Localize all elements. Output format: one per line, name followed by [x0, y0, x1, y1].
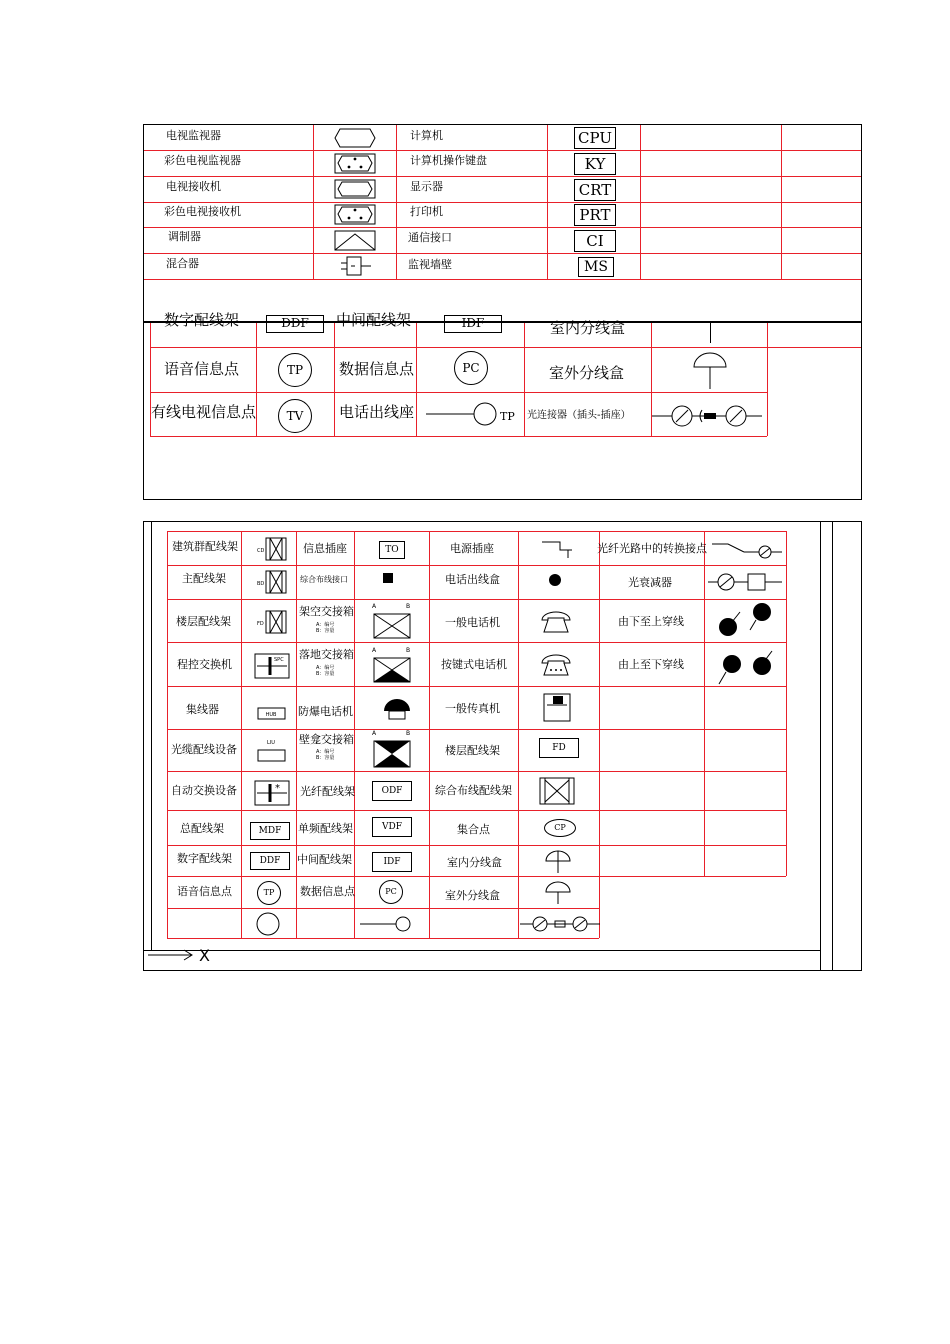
label-modulator: 调制器	[168, 230, 201, 243]
floor-box-icon	[371, 646, 413, 684]
outdoor-box-icon	[692, 351, 728, 391]
code-ci: CI	[574, 230, 616, 252]
interface-square-icon	[383, 573, 393, 583]
label-printer: 打印机	[410, 205, 443, 218]
outlet-line-icon	[358, 914, 414, 934]
code-pc: PC	[379, 880, 403, 904]
explosion-phone-icon	[381, 697, 413, 723]
label-key-phone: 按键式电话机	[441, 658, 507, 671]
svg-text:CD: CD	[257, 548, 265, 554]
label-no3: A：编号	[316, 749, 335, 755]
label-ddf: 数字配线架	[177, 852, 232, 865]
code-tv-circle: TV	[278, 399, 312, 433]
label-explosion-proof: 防爆电话机	[298, 705, 353, 718]
label-liu: 光缆配线设备	[171, 743, 237, 756]
svg-text:B: B	[406, 730, 411, 737]
code-cpu: CPU	[574, 127, 616, 149]
label-idf: 中间配线架	[297, 853, 352, 866]
wall-box-icon	[371, 729, 413, 769]
label-overhead-box: 架空交接箱	[299, 605, 354, 618]
phone-icon	[540, 610, 572, 636]
svg-text:FD: FD	[257, 621, 264, 627]
label-phone-box: 电话出线盒	[445, 573, 500, 586]
label-comm-interface: 通信接口	[408, 231, 452, 244]
mixer-icon	[341, 255, 373, 277]
label-floor-box: 落地交接箱	[299, 648, 354, 661]
panel-monitor-symbols	[143, 124, 862, 322]
svg-text:BD: BD	[257, 581, 265, 587]
label-tv-receiver: 电视接收机	[166, 180, 221, 193]
label-phone: 一般电话机	[445, 616, 500, 629]
code-cp: CP	[544, 819, 576, 837]
label-outdoor-box: 室外分线盒	[549, 364, 625, 382]
label-cabling-interface: 综合布线接口	[300, 575, 348, 584]
code-ddf-partial: DDF	[266, 315, 324, 333]
code-ky: KY	[574, 153, 616, 175]
indoor-box-icon	[544, 849, 572, 875]
label-idf-partial: 中间配线架	[336, 311, 412, 329]
label-attenuator: 光衰减器	[628, 576, 672, 589]
code-crt: CRT	[574, 179, 616, 201]
color-tv-monitor-icon	[334, 153, 376, 174]
label-data-point-2: 数据信息点	[300, 885, 355, 898]
code-pc-circle: PC	[454, 351, 488, 385]
overhead-box-icon	[371, 602, 413, 640]
label-conversion-point: 光纤光路中的转换接点	[597, 542, 707, 555]
hub-icon	[257, 707, 287, 721]
label-fd: 楼层配线架	[176, 615, 231, 628]
label-mixer: 混合器	[166, 257, 199, 270]
code-to: TO	[379, 541, 405, 559]
conversion-point-icon	[710, 536, 782, 560]
code-idf: IDF	[372, 852, 412, 872]
axis-arrow-icon	[148, 946, 198, 964]
label-cap1: B：容量	[316, 628, 335, 634]
label-cd: 建筑群配线架	[172, 540, 238, 553]
code-ddf: DDF	[250, 852, 290, 870]
label-info-outlet: 信息插座	[303, 542, 347, 555]
code-fd: FD	[539, 738, 579, 758]
label-catv-point: 有线电视信息点	[151, 403, 257, 421]
modulator-icon	[334, 230, 376, 251]
svg-text:B: B	[406, 603, 411, 610]
svg-text:A: A	[372, 603, 377, 610]
code-ms: MS	[578, 257, 614, 277]
svg-text:B: B	[406, 647, 411, 654]
label-ddf-partial: 数字配线架	[164, 311, 240, 329]
code-tp-circle: TP	[278, 353, 312, 387]
svg-text:LIU: LIU	[267, 740, 275, 746]
label-wall-box: 壁龛交接箱	[299, 733, 354, 746]
label-bottom-up: 由下至上穿线	[618, 615, 684, 628]
label-outdoor-box-2: 室外分线盒	[445, 889, 500, 902]
auto-switch-icon	[254, 780, 290, 806]
label-monitor-wall: 监视墙壁	[408, 258, 452, 271]
power-outlet-icon	[540, 539, 574, 559]
code-odf: ODF	[372, 781, 412, 801]
label-bd: 主配线架	[182, 572, 226, 585]
label-computer: 计算机	[410, 129, 443, 142]
code-prt: PRT	[574, 204, 616, 226]
label-display: 显示器	[410, 180, 443, 193]
label-odf: 光纤配线架	[300, 785, 355, 798]
outdoor-box-icon-2	[544, 880, 572, 906]
liu-icon	[257, 737, 287, 763]
label-keyboard: 计算机操作键盘	[410, 154, 487, 167]
label-indoor-box: 室内分线盒	[447, 856, 502, 869]
color-tv-receiver-icon	[334, 204, 376, 225]
label-optical-connector: 光连接器（插头-插座）	[527, 410, 631, 421]
optical-connector-icon	[652, 403, 764, 429]
panel-cabling-symbols	[143, 521, 862, 971]
svg-text:SPC: SPC	[274, 657, 284, 663]
label-cap3: B：容量	[316, 755, 335, 761]
code-idf-partial: IDF	[444, 315, 502, 333]
label-no1: A：编号	[316, 622, 335, 628]
label-fax: 一般传真机	[445, 702, 500, 715]
label-color-tv-receiver: 彩色电视接收机	[164, 205, 241, 218]
label-cap2: B：容量	[316, 671, 335, 677]
panel-info-outlets	[143, 311, 862, 500]
attenuator-icon	[708, 571, 782, 593]
cd-icon	[257, 536, 289, 562]
fax-icon	[543, 693, 571, 723]
svg-text:A: A	[372, 647, 377, 654]
label-vdf: 单频配线架	[298, 822, 353, 835]
label-auto-switch: 自动交换设备	[171, 784, 237, 797]
label-phone-outlet: 电话出线座	[339, 403, 415, 421]
label-mdf: 总配线架	[180, 822, 224, 835]
label-color-tv-monitor: 彩色电视监视器	[164, 154, 241, 167]
label-no2: A：编号	[316, 665, 335, 671]
spc-icon	[254, 653, 290, 679]
tv-receiver-icon	[334, 179, 376, 199]
axis-label: X	[199, 946, 210, 965]
label-hub: 集线器	[186, 703, 219, 716]
svg-text:HUB: HUB	[265, 712, 277, 718]
label-floor-dist: 楼层配线架	[445, 744, 500, 757]
key-phone-icon	[540, 653, 572, 679]
tv-monitor-icon	[334, 128, 376, 148]
label-voice-point-2: 语音信息点	[177, 885, 232, 898]
label-power-outlet: 电源插座	[450, 542, 494, 555]
top-down-icon	[714, 650, 774, 688]
label-generic-dist: 综合布线配线架	[435, 784, 512, 797]
label-spc: 程控交换机	[177, 658, 232, 671]
code-mdf: MDF	[250, 822, 290, 840]
phone-outlet-icon	[426, 401, 498, 427]
phone-box-dot	[549, 574, 561, 586]
generic-dist-icon	[539, 777, 575, 805]
bd-icon	[257, 569, 289, 595]
code-tp: TP	[257, 881, 281, 905]
blank-circle-icon	[255, 911, 281, 937]
optical-connector-icon-2	[520, 914, 600, 934]
label-top-down: 由上至下穿线	[618, 658, 684, 671]
svg-text:A: A	[372, 730, 377, 737]
label-consolidation: 集合点	[457, 823, 490, 836]
label-data-point: 数据信息点	[339, 360, 415, 378]
bottom-up-icon	[714, 602, 774, 640]
code-tp-outlet: TP	[500, 410, 515, 423]
label-tv-monitor: 电视监视器	[166, 129, 221, 142]
fd-icon	[257, 609, 289, 635]
code-vdf: VDF	[372, 817, 412, 837]
svg-text:*: *	[275, 783, 280, 794]
label-voice-point: 语音信息点	[164, 360, 240, 378]
label-indoor-box-partial: 室内分线盒	[550, 319, 626, 337]
